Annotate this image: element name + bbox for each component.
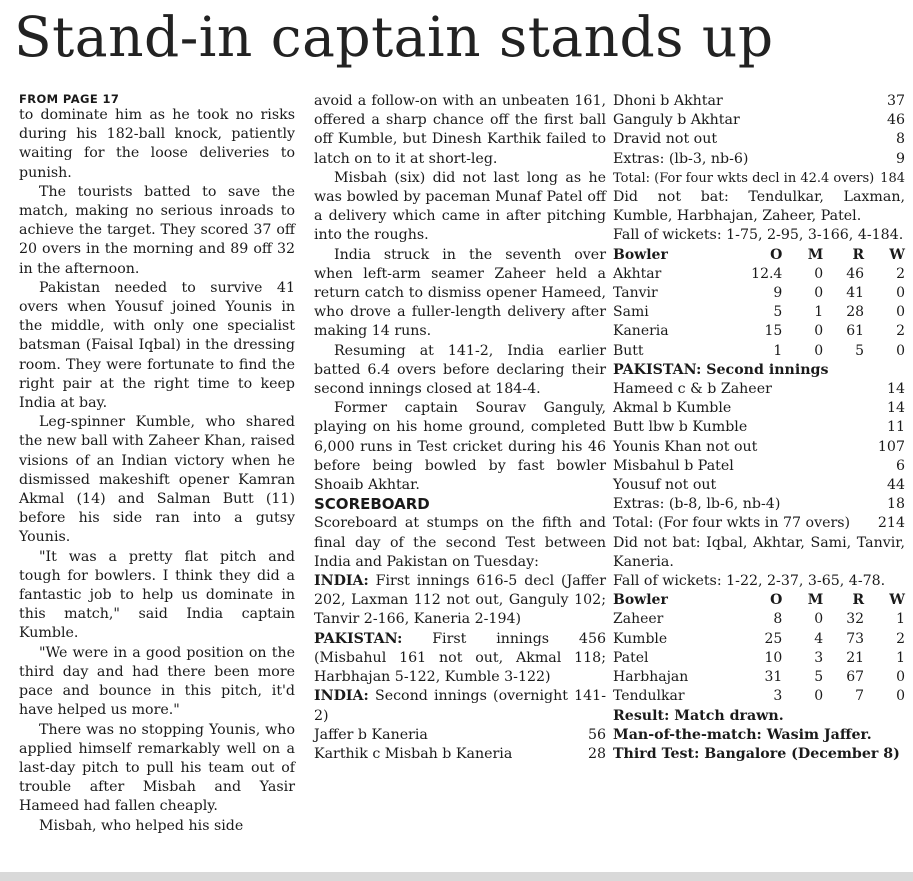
overs: 10 xyxy=(764,649,783,666)
overs: 31 xyxy=(764,669,783,686)
runs: 61 xyxy=(846,323,865,340)
did-not-bat: Did not bat: Tendulkar, Laxman, Kumble, Harbhajan, Zaheer, Patel. xyxy=(613,189,905,225)
match-result: Result: Match drawn. xyxy=(613,707,784,724)
paragraph: "It was a pretty flat pitch and tough for bowlers. I think they did a fantastic job to help us dominate in this match," said India captain Kumble. xyxy=(19,548,295,642)
wickets: 1 xyxy=(896,649,905,666)
article-column-1 xyxy=(19,92,295,836)
paragraph: Pakistan needed to survive 41 overs when Yousuf joined Younis in the middle, with only one specialist batsman (Faisal Iqbal) in the dressing room. They were fortunate to find the right pair at the right time to keep India at bay. xyxy=(19,279,295,412)
column-header: M xyxy=(807,592,824,609)
paragraph: There was no stopping Younis, who applied himself remarkably well on a last-day pitch to pull his team out of trouble after Misbah and Yasir Hameed had fallen cheaply. xyxy=(19,721,295,815)
table-row xyxy=(613,687,905,706)
table-row xyxy=(613,649,905,668)
runs: 21 xyxy=(846,649,865,666)
batsman: Misbahul b Patel xyxy=(613,457,734,474)
overs: 15 xyxy=(764,323,783,340)
batting-row xyxy=(613,457,905,476)
column-header: W xyxy=(889,592,905,609)
bowler: Akhtar xyxy=(613,265,662,282)
batting-row xyxy=(613,399,905,418)
batsman: Hameed c & b Zaheer xyxy=(613,381,772,398)
overs: 25 xyxy=(764,630,783,647)
innings-summary: First innings 616-5 decl (Jaffer 202, Laxman 112 not out, Ganguly 102; Tanvir 2-166, Kaneria 2-194) xyxy=(314,573,606,628)
batsman: Jaffer b Kaneria xyxy=(314,726,428,743)
paragraph: "We were in a good position on the third day and had there been more pace and bounce in this pitch, it'd have helped us more." xyxy=(19,644,295,719)
batsman: Butt lbw b Kumble xyxy=(613,419,748,436)
batting-total xyxy=(613,169,905,188)
runs: 7 xyxy=(855,688,865,705)
batting-total xyxy=(613,514,905,533)
maidens: 4 xyxy=(814,630,824,647)
paragraph: to dominate him as he took no risks during his 182-ball knock, patiently waiting for the loose deliveries to punish. xyxy=(19,107,295,181)
bowler: Tanvir xyxy=(613,285,658,302)
batsman: Total: (For four wkts decl in 42.4 overs) xyxy=(613,170,875,186)
batting-row xyxy=(613,438,905,457)
runs: 8 xyxy=(895,131,905,148)
maidens: 0 xyxy=(814,285,824,302)
batting-row xyxy=(314,726,606,745)
runs: 28 xyxy=(846,304,865,321)
team-label: INDIA: xyxy=(314,688,369,705)
runs: 56 xyxy=(587,726,606,743)
runs: 32 xyxy=(846,611,865,628)
bowling-table-india xyxy=(613,591,905,706)
batting-row xyxy=(314,745,606,764)
pakistan-first-innings xyxy=(314,630,606,688)
column-header: Bowler xyxy=(613,246,668,263)
table-row xyxy=(613,630,905,649)
runs: 6 xyxy=(895,457,905,474)
innings-summary: First innings 456 (Misbahul 161 not out, Akmal 118; Harbhajan 5-122, Kumble 3-122) xyxy=(314,630,606,686)
runs: 5 xyxy=(855,342,865,359)
bowler: Butt xyxy=(613,342,644,359)
table-row xyxy=(613,610,905,629)
bowler: Kaneria xyxy=(613,323,669,340)
batsman: Younis Khan not out xyxy=(613,438,758,455)
batsman: Extras: (b-8, lb-6, nb-4) xyxy=(613,496,781,513)
bowler: Sami xyxy=(613,304,649,321)
column-header: O xyxy=(770,592,783,609)
batsman: Ganguly b Akhtar xyxy=(613,112,740,129)
batsman: Yousuf not out xyxy=(613,477,717,494)
batting-row xyxy=(613,111,905,130)
overs: 9 xyxy=(773,285,783,302)
paragraph: India struck in the seventh over when left-arm seamer Zaheer held a return catch to dismiss opener Hameed, who drove a fuller-length delivery after making 14 runs. xyxy=(314,246,606,340)
paragraph: avoid a follow-on with an unbeaten 161, offered a sharp chance off the first ball off Kumble, but Dinesh Karthik failed to latch on to it at short-leg. xyxy=(314,93,606,167)
batting-row xyxy=(613,130,905,149)
scoreboard-heading: SCOREBOARD xyxy=(314,495,430,514)
paragraph: Misbah (six) did not last long as he was bowled by paceman Munaf Patel off a delivery which came in after pitching into the roughs. xyxy=(314,169,606,244)
team-label: INDIA: xyxy=(314,573,369,590)
wickets: 0 xyxy=(896,342,905,359)
table-row xyxy=(613,322,905,341)
overs: 1 xyxy=(773,342,783,359)
scoreboard-intro: Scoreboard at stumps on the fifth and final day of the second Test between India and Pakistan on Tuesday: xyxy=(314,515,606,570)
bowler: Tendulkar xyxy=(613,688,685,705)
wickets: 2 xyxy=(896,265,905,282)
maidens: 0 xyxy=(814,342,824,359)
runs: 37 xyxy=(886,93,905,109)
overs: 8 xyxy=(773,611,783,628)
batting-row xyxy=(613,495,905,514)
maidens: 1 xyxy=(814,304,824,321)
wickets: 2 xyxy=(896,630,905,647)
batsman: Karthik c Misbah b Kaneria xyxy=(314,745,513,762)
overs: 12.4 xyxy=(751,265,783,282)
column-header: Bowler xyxy=(613,592,668,609)
wickets: 2 xyxy=(896,323,905,340)
next-test: Third Test: Bangalore (December 8) xyxy=(613,745,900,762)
bowler: Kumble xyxy=(613,630,668,647)
batting-row xyxy=(613,92,905,111)
batsman: Dhoni b Akhtar xyxy=(613,93,723,109)
table-row xyxy=(613,284,905,303)
innings-summary: Second innings (overnight 141-2) xyxy=(314,688,606,724)
column-header: R xyxy=(852,246,865,263)
bowler: Zaheer xyxy=(613,611,664,628)
fall-of-wickets: Fall of wickets: 1-22, 2-37, 3-65, 4-78. xyxy=(613,573,886,590)
table-row xyxy=(613,265,905,284)
table-row xyxy=(613,303,905,322)
runs: 18 xyxy=(886,496,905,513)
wickets: 1 xyxy=(896,611,905,628)
paragraph: Resuming at 141-2, India earlier batted 6.4 overs before declaring their second innings closed at 184-4. xyxy=(314,342,606,398)
paragraph: Former captain Sourav Ganguly, playing on his home ground, completed 6,000 runs in Test cricket during his 46 before being bowled by fast bowler Shoaib Akhtar. xyxy=(314,400,606,494)
runs: 107 xyxy=(877,438,905,455)
innings-heading: PAKISTAN: Second innings xyxy=(613,361,829,378)
bowler: Patel xyxy=(613,649,649,666)
table-row xyxy=(613,668,905,687)
batsman: Total: (For four wkts in 77 overs) xyxy=(613,515,851,532)
runs: 11 xyxy=(886,419,905,436)
maidens: 3 xyxy=(814,649,824,666)
india-first-innings xyxy=(314,572,606,630)
article-column-2 xyxy=(314,92,606,764)
headline: Stand-in captain stands up xyxy=(14,5,774,69)
runs: 46 xyxy=(846,265,865,282)
runs: 73 xyxy=(846,630,865,647)
column-header: R xyxy=(852,592,865,609)
batting-row xyxy=(613,380,905,399)
batting-row xyxy=(613,476,905,495)
batting-row xyxy=(613,150,905,169)
table-header xyxy=(613,246,905,265)
maidens: 5 xyxy=(814,669,824,686)
column-header: O xyxy=(770,246,783,263)
runs: 46 xyxy=(886,112,905,129)
kicker: FROM PAGE 17 xyxy=(19,92,120,106)
maidens: 0 xyxy=(814,611,824,628)
runs: 9 xyxy=(895,150,905,167)
paragraph: The tourists batted to save the match, making no serious inroads to achieve the target. They scored 37 off 20 overs in the morning and 89 off 32 in the afternoon. xyxy=(19,183,295,277)
batting-row xyxy=(613,418,905,437)
fall-of-wickets: Fall of wickets: 1-75, 2-95, 3-166, 4-184. xyxy=(613,227,904,244)
maidens: 0 xyxy=(814,688,824,705)
runs: 44 xyxy=(886,477,905,494)
maidens: 0 xyxy=(814,323,824,340)
runs: 41 xyxy=(846,285,865,302)
maidens: 0 xyxy=(814,265,824,282)
runs: 14 xyxy=(886,400,905,417)
runs: 14 xyxy=(886,381,905,398)
wickets: 0 xyxy=(896,688,905,705)
bowling-table-pakistan xyxy=(613,246,905,361)
column-header: M xyxy=(807,246,824,263)
batsman: Dravid not out xyxy=(613,131,718,148)
table-header xyxy=(613,591,905,610)
runs: 67 xyxy=(846,669,865,686)
india-second-innings xyxy=(314,687,606,725)
runs: 28 xyxy=(587,745,606,762)
runs: 214 xyxy=(877,515,905,532)
team-label: PAKISTAN: xyxy=(314,630,403,647)
did-not-bat: Did not bat: Iqbal, Akhtar, Sami, Tanvir, Kaneria. xyxy=(613,534,905,570)
column-header: W xyxy=(889,246,905,263)
man-of-the-match: Man-of-the-match: Wasim Jaffer. xyxy=(613,726,872,743)
overs: 3 xyxy=(773,688,783,705)
paragraph: Leg-spinner Kumble, who shared the new ball with Zaheer Khan, raised visions of an Indian victory when he dismissed makeshift opener Kamran Akmal (14) and Salman Butt (11) before his side ran into a gutsy Younis. xyxy=(19,414,295,546)
runs: 184 xyxy=(880,170,905,186)
wickets: 0 xyxy=(896,304,905,321)
wickets: 0 xyxy=(896,669,905,686)
paragraph: Misbah, who helped his side xyxy=(39,817,244,834)
wickets: 0 xyxy=(896,285,905,302)
batsman: Akmal b Kumble xyxy=(613,400,732,417)
overs: 5 xyxy=(773,304,783,321)
table-row xyxy=(613,342,905,361)
article-column-3 xyxy=(613,92,905,764)
bowler: Harbhajan xyxy=(613,669,689,686)
bottom-shadow xyxy=(0,872,913,881)
batsman: Extras: (lb-3, nb-6) xyxy=(613,150,749,167)
